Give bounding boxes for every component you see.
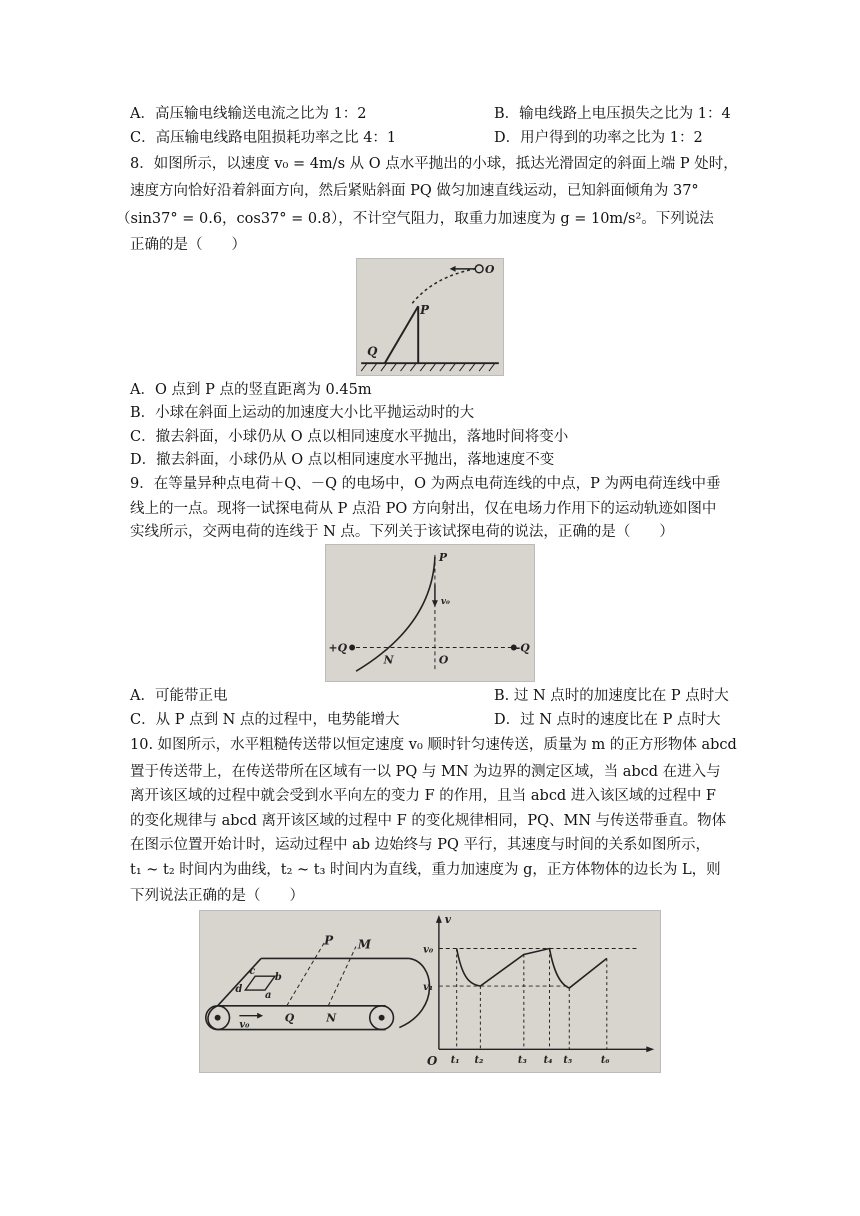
q9-option-b: B. 过 N 点时的加速度比在 P 点时大 xyxy=(494,688,729,704)
q10-belt-label-n: N xyxy=(326,1011,337,1025)
q8-option-d: D．撤去斜面，小球仍从 O 点以相同速度水平抛出，落地速度不变 xyxy=(130,452,555,468)
q10-figure xyxy=(199,910,661,1073)
q10-belt-label-p: P xyxy=(324,933,334,948)
q7-option-a: A．高压输电线输送电流之比为 1：2 xyxy=(130,106,367,122)
q9-option-c: C．从 P 点到 N 点的过程中，电势能增大 xyxy=(130,712,400,728)
q10-graph-label-v1: v₁ xyxy=(423,982,434,994)
q9-label-p: P xyxy=(438,550,448,564)
q10-stem-line-5: 在图示位置开始计时，运动过程中 ab 边始终与 PQ 平行，其速度与时间的关系如图所示， xyxy=(130,837,711,853)
q9-stem-line-1: 9．在等量异种点电荷＋Q、－Q 的电场中，O 为两点电荷连线的中点，P 为两电荷连线中垂 xyxy=(130,476,721,492)
q9-stem-line-2: 线上的一点。现将一试探电荷从 P 点沿 PO 方向射出，仅在电场力作用下的运动轨迹如图中 xyxy=(130,501,717,517)
q7-option-b: B．输电线路上电压损失之比为 1：4 xyxy=(494,106,731,122)
q9-stem-line-3: 实线所示，交两电荷的连线于 N 点。下列关于该试探电荷的说法，正确的是（ ） xyxy=(130,524,674,540)
q10-graph-label-t5: t₅ xyxy=(563,1055,573,1067)
q10-belt-label-a: a xyxy=(265,989,272,1001)
q10-belt-label-v0: v₀ xyxy=(239,1019,250,1031)
q8-label-o: O xyxy=(485,262,495,276)
q10-graph-label-t4: t₄ xyxy=(543,1055,553,1067)
q8-figure xyxy=(356,258,504,376)
q9-option-a: A．可能带正电 xyxy=(130,688,228,704)
q10-graph-label-o: O xyxy=(427,1054,438,1069)
q9-option-d: D．过 N 点时的速度比在 P 点时大 xyxy=(494,712,721,728)
q10-belt-label-m: M xyxy=(357,937,372,952)
q8-option-b: B．小球在斜面上运动的加速度大小比平抛运动时的大 xyxy=(130,405,475,421)
q9-label-plus-q: +Q xyxy=(328,641,348,655)
q7-option-c: C．高压输电线路电阻损耗功率之比 4：1 xyxy=(130,130,397,146)
q8-label-p: P xyxy=(420,303,430,318)
q10-graph-label-v0: v₀ xyxy=(423,944,434,956)
q10-graph-label-t2: t₂ xyxy=(474,1055,484,1067)
q8-label-q: Q xyxy=(367,344,378,359)
q10-stem-line-7: 下列说法正确的是（ ） xyxy=(130,888,304,904)
q8-stem-line-2: 速度方向恰好沿着斜面方向，然后紧贴斜面 PQ 做匀加速直线运动，已知斜面倾角为 37° xyxy=(130,183,699,199)
q8-option-c: C．撤去斜面，小球仍从 O 点以相同速度水平抛出，落地时间将变小 xyxy=(130,429,569,445)
q10-stem-line-2: 置于传送带上，在传送带所在区域有一以 PQ 与 MN 为边界的测定区域，当 abcd 在进入与 xyxy=(130,764,721,780)
q10-stem-line-4: 的变化规律与 abcd 离开该区域的过程中 F 的变化规律相同，PQ、MN 与传送带垂直。物体 xyxy=(130,813,727,829)
q8-option-a: A．O 点到 P 点的竖直距离为 0.45m xyxy=(130,382,372,398)
q8-stem-line-3: （sin37° = 0.6，cos37° = 0.8），不计空气阻力，取重力加速度为 g = 10m/s²。下列说法 xyxy=(116,211,714,227)
q10-stem-line-3: 离开该区域的过程中就会受到水平向左的变力 F 的作用，且当 abcd 进入该区域的过程中 F xyxy=(130,788,716,804)
q10-belt-label-q: Q xyxy=(284,1011,295,1025)
q7-option-d: D．用户得到的功率之比为 1：2 xyxy=(494,130,703,146)
q10-graph-label-v: v xyxy=(444,912,452,926)
q9-figure xyxy=(325,544,535,682)
q8-stem-line-1: 8．如图所示，以速度 v₀ = 4m/s 从 O 点水平抛出的小球，抵达光滑固定的斜面上端 P 处时， xyxy=(130,156,738,172)
q10-belt-label-d: d xyxy=(235,983,243,995)
q10-graph-label-t6: t₆ xyxy=(600,1055,610,1067)
q9-label-minus-q: -Q xyxy=(515,641,530,655)
q9-label-v0: v₀ xyxy=(440,597,450,608)
q10-graph-label-t1: t₁ xyxy=(450,1055,460,1067)
q10-graph-label-t3: t₃ xyxy=(517,1055,527,1067)
q10-stem-line-1: 10. 如图所示，水平粗糙传送带以恒定速度 v₀ 顺时针匀速传送，质量为 m 的正方形物体 abcd xyxy=(130,737,737,753)
q9-label-o: O xyxy=(438,653,449,667)
q10-belt-label-c: c xyxy=(249,966,256,978)
q8-stem-line-4: 正确的是（ ） xyxy=(130,237,246,253)
q10-stem-line-6: t₁ ~ t₂ 时间内为曲线，t₂ ~ t₃ 时间内为直线，重力加速度为 g，正方体物体的边长为 L，则 xyxy=(130,862,721,878)
q10-belt-label-b: b xyxy=(274,972,282,984)
q9-label-n: N xyxy=(383,653,394,667)
